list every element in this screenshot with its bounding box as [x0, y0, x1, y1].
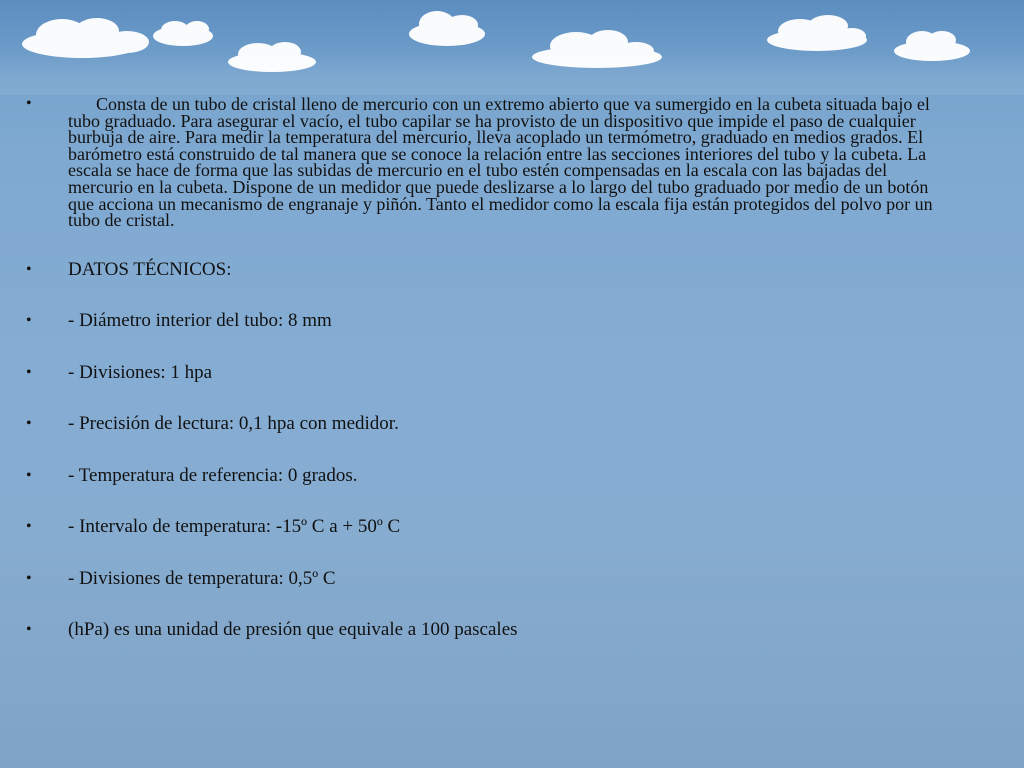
list-item: • - Divisiones de temperatura: 0,5º C [26, 569, 956, 590]
list-item: • - Diámetro interior del tubo: 8 mm [26, 311, 956, 332]
cloud-icon [409, 11, 485, 46]
cloud-icon [228, 42, 316, 72]
sky-header [0, 0, 1024, 95]
description-paragraph [26, 96, 956, 229]
list-item: • - Divisiones: 1 hpa [26, 363, 956, 384]
list-item: • - Intervalo de temperatura: -15º C a + 50º C [26, 517, 956, 538]
cloud-icon [153, 21, 213, 46]
list-item: • (hPa) es una unidad de presión que equivale a 100 pascales [26, 620, 956, 641]
cloud-icon [532, 30, 662, 68]
bullet-list [26, 96, 956, 641]
paragraph-text: Consta de un tubo de cristal lleno de mercurio con un extremo abierto que va sumergido en la cubeta situada bajo el tubo graduado. Para asegurar el vacío, el tubo capilar se ha provisto de un dispositivo que impide el paso de cualquier burbuja de aire. Para medir la temperatura del mercurio, lleva acoplado un termómetro, graduado en medios grados. El barómetro está construido de tal manera que se conoce la relación entre las secciones interiores del tubo y la cubeta. La escala se hace de forma que las subidas de mercurio en el tubo estén compensadas en la escala con las bajadas del mercurio en la cubeta. Dispone de un medidor que puede deslizarse a lo largo del tubo graduado por medio de un botón que acciona un mecanismo de engranaje y piñón. Tanto el medidor como la escala fija están protegidos del polvo por un tubo de cristal. [68, 94, 933, 231]
cloud-icon [22, 18, 149, 58]
cloud-icon [767, 15, 867, 51]
list-item: • - Precisión de lectura: 0,1 hpa con medidor. [26, 414, 956, 435]
list-item: • - Temperatura de referencia: 0 grados. [26, 466, 956, 487]
clouds-decoration [0, 0, 1024, 95]
list-item: • DATOS TÉCNICOS: [26, 260, 956, 281]
cloud-icon [894, 31, 970, 61]
